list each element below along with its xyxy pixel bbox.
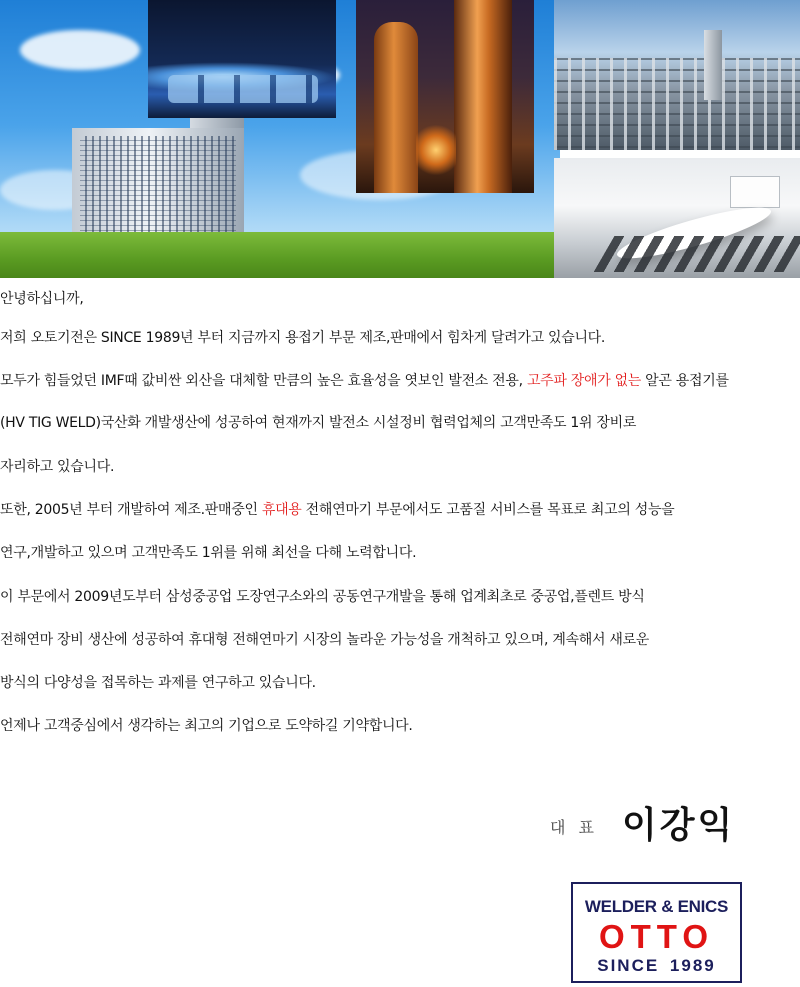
logo-line1: WELDER & ENICS bbox=[584, 897, 729, 916]
logo-line3: SINCE 1989 bbox=[597, 956, 716, 975]
letter-line: 저희 오토기전은 SINCE 1989년 부터 지금까지 용접기 부문 제조,판매에서 힘차게 달려가고 있습니다. bbox=[0, 330, 606, 346]
letter-text: 전해연마기 부문에서도 고품질 서비스를 목표로 최고의 성능을 bbox=[301, 502, 675, 518]
letter-text: 알곤 용접기를 bbox=[641, 373, 729, 389]
company-logo bbox=[571, 882, 742, 983]
letter-text: 모두가 힘들었던 IMF때 값비싼 외산을 대체할 만큼의 높은 효율성을 엿보인 발전소 전용, bbox=[0, 373, 527, 389]
letter-line: 연구,개발하고 있으며 고객만족도 1위를 위해 최선을 다해 노력합니다. bbox=[0, 545, 417, 561]
grass-field bbox=[0, 232, 560, 278]
header-photo-collage bbox=[0, 0, 800, 278]
signature-title: 대 표 bbox=[550, 818, 598, 837]
night-plant-photo bbox=[148, 0, 336, 118]
letter-line: 자리하고 있습니다. bbox=[0, 459, 115, 475]
letter-line: 이 부문에서 2009년도부터 삼성중공업 도장연구소와의 공동연구개발을 통해 업계최초로 중공업,플렌트 방식 bbox=[0, 589, 645, 605]
highlight-text: 고주파 장애가 없는 bbox=[526, 373, 642, 389]
letter-line bbox=[0, 370, 729, 390]
greeting-line: 안녕하십니까, bbox=[0, 291, 84, 307]
letter-line bbox=[0, 499, 674, 519]
letter-line: 방식의 다양성을 접목하는 과제를 연구하고 있습니다. bbox=[0, 675, 316, 691]
highlight-text: 휴대용 bbox=[261, 502, 302, 518]
refinery-photo bbox=[356, 0, 534, 193]
signature-name: 이강익 bbox=[622, 804, 736, 846]
letter-line: 전해연마 장비 생산에 성공하여 휴대형 전해연마기 시장의 놀라운 가능성을 개척하고 있으며, 계속해서 새로운 bbox=[0, 632, 650, 648]
logo-line2: OTTO bbox=[598, 918, 715, 955]
letter-text: 또한, 2005년 부터 개발하여 제조.판매중인 bbox=[0, 502, 262, 518]
letter-line: (HV TIG WELD)국산화 개발생산에 성공하여 현재까지 발전소 시설정비 협력업체의 고객만족도 1위 장비로 bbox=[0, 415, 637, 431]
industrial-plant-photo bbox=[554, 0, 800, 150]
closing-line: 언제나 고객중심에서 생각하는 최고의 기업으로 도약하길 기약합니다. bbox=[0, 718, 413, 734]
meeting-room-photo bbox=[554, 158, 800, 278]
